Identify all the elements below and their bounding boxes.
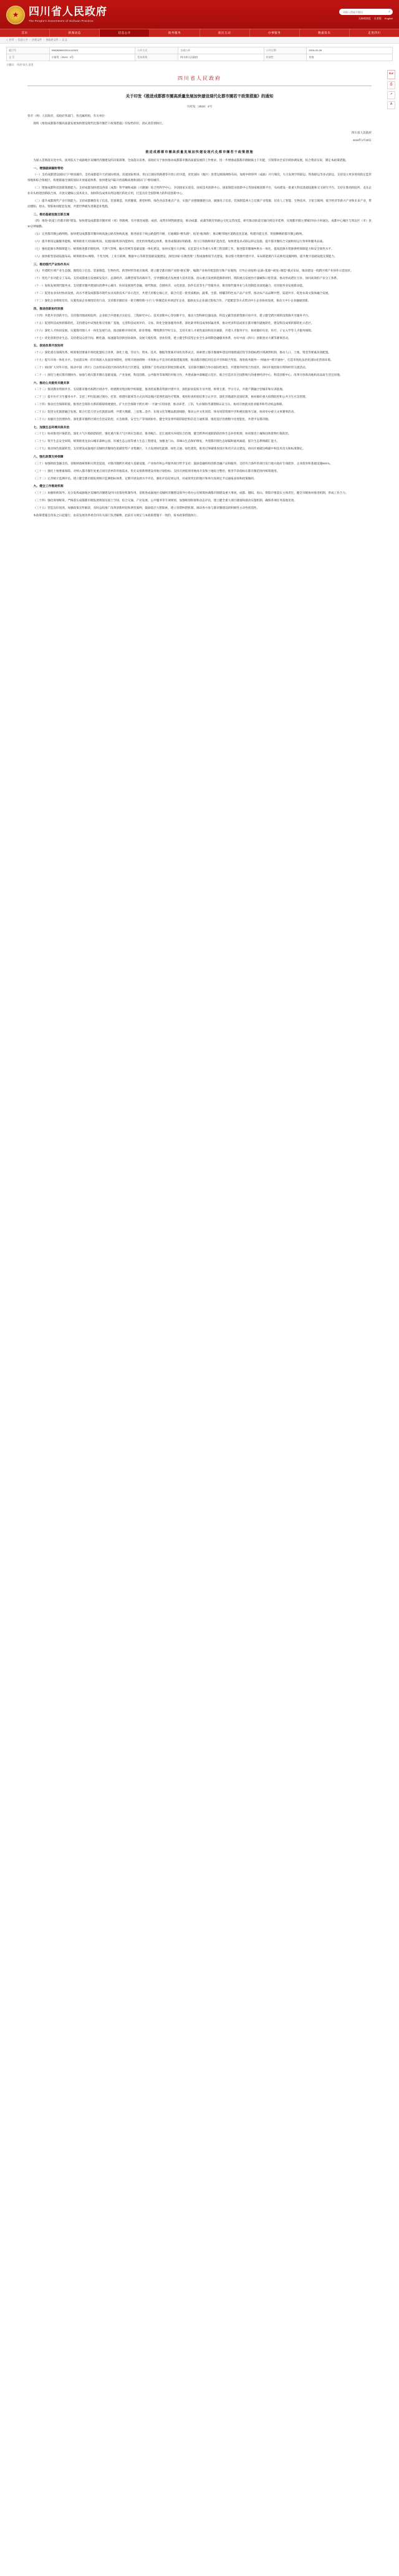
document-recipients: 各市（州）人民政府，省政府各部门、各直属机构，有关单位： (27, 114, 108, 117)
meta-key-issuer: 发布机构 (135, 54, 178, 61)
header-link-english[interactable]: English (384, 17, 393, 21)
header-link-elder[interactable]: 长者版 (373, 17, 382, 21)
section-paragraph: （三十）加强财政金融支持。省级财政统筹相关资金渠道，对都市圈跨区域重大基础设施、产业协作和公共服务项目给予支持；鼓励金融机构创新金融产品和服务，支持符合条件的项目发行地方政府专项债券、企业债券和基础设施REITs。 (33, 461, 333, 465)
attachment-title: 推进成都都市圈高质量发展加快建设现代化都市圈若干政策措施 (145, 150, 254, 154)
meta-key-index: 索引号 (7, 47, 50, 54)
section-heading: 四、推进创新协同发展 (33, 308, 64, 311)
section-paragraph: （二十五）促进文化旅游融合发展。联合打造天府文化旅游品牌，共建大熊猫、三星堆—金沙、东坡文化等精品旅游线路，推动公共文化场馆、体育场馆资源共享和惠民服务互通，协同举办重大文体赛事活动。 (33, 410, 297, 413)
section-paragraph: （二十一）深化与重庆都市圈协作。加强与重庆都市圈在基础设施、产业发展、科技创新、公共服务等领域的对接合作，共建成渝中部崛起示范区，联合打造具有全国影响力的重要经济中心、科技创新中心、改革开放新高地和高品质生活宜居地。 (33, 373, 343, 376)
section-paragraph: （三十二）完善统计监测评估。建立健全都市圈发展统计监测指标体系，定期开展发展水平评估，强化评估结果运用，对成效突出的地区和单位按规定予以通报表扬和政策倾斜。 (33, 476, 257, 480)
meta-key-validity: 有效性 (264, 54, 307, 61)
main-nav (0, 29, 399, 37)
document-signature: 四川省人民政府 (351, 130, 372, 134)
nav-item-home[interactable]: 首页 (0, 29, 50, 37)
nav-item-news[interactable]: 新闻动态 (50, 29, 100, 37)
meta-keywords-value: 经济 综合 意见 (17, 63, 34, 67)
section-heading: 六、推动公共服务共建共享 (33, 381, 70, 385)
section-paragraph: （十九）提升市场一体化水平。全面落实统一的市场准入负面清单制度，持续开展妨碍统一市场和公平竞争的政策措施清理，推动都市圈信用信息共享和联合奖惩，推进政务服务“一网通办”“跨市通办”，打造市场化法治化国际化营商环境。 (33, 358, 334, 361)
site-title-en: The People's Government of Sichuan Province (29, 19, 94, 23)
document-number: 川府发〔2024〕4号 (186, 104, 213, 108)
section-paragraph: （九）共建跨区域产业生态圈。围绕电子信息、装备制造、生物医药、新型材料等重点领域，建立健全都市圈产业链“链长制”，编制产业协作配套指引和产业地图，引导企业按照“总部+基地”“研发+制造”模式布局，推动建设一批跨区域产业协作示范园区。 (33, 269, 353, 273)
section-paragraph: （二）增强成都科技创新策源能力。支持成都加快建设西部（成都）科学城和成渝（兴隆湖）综合性科学中心，争创国家实验室、国家技术创新中心、国家制造业创新中心等国家级创新平台，布局建设一批重大科技基础设施和交叉研究平台，支持在蓉高校院所、龙头企业牵头组建创新联合体，开展关键核心技术攻关，加快科技成果向周边地区转化应用，打造具有全国影响力的科技创新中心。 (27, 186, 372, 195)
breadcrumb-item-disclosure[interactable]: 信息公开 (17, 37, 28, 41)
nav-item-data[interactable]: 数据发布 (300, 29, 350, 37)
section-heading: 九、健全工作推进机制 (33, 485, 64, 489)
site-title-cn: 四川省人民政府 (29, 6, 107, 18)
section-paragraph: （三十一）强化土地要素保障。对纳入都市圈年度重点项目清单的用地需求，优先安排新增建设用地计划指标；支持开展低效用地再开发和土地综合整治，推进节余指标在都市圈范围内统筹使用。 (33, 469, 280, 473)
section-paragraph: （三十五）营造良好氛围。加强政策宣传解读，及时总结推广改革创新经验和典型案例，鼓励基层大胆探索，建立容错纠错机制，调动各方参与都市圈建设的积极性主动性创造性。 (33, 506, 260, 509)
nav-item-disclosure[interactable]: 信息公开 (100, 29, 150, 37)
pdf-icon[interactable]: PDF (387, 70, 395, 79)
meta-value-disclosure-type: 主动公开 (178, 47, 264, 54)
meta-key-disclosure-type: 公开方式 (135, 47, 178, 54)
breadcrumb-separator: > (43, 37, 45, 41)
header-link-accessibility[interactable]: 无障碍浏览 (358, 17, 371, 21)
page-title: 四川省人民政府 (178, 75, 221, 81)
nav-item-gov-service[interactable]: 政务服务 (150, 29, 200, 37)
document-tools (387, 70, 395, 109)
site-search[interactable] (339, 9, 393, 15)
site-header (0, 0, 399, 29)
breadcrumb-separator: > (15, 37, 17, 41)
document-tail-space (27, 521, 372, 524)
nav-item-affairs[interactable]: 办事服务 (250, 29, 300, 37)
section-paragraph: （十二）促进农业农村协同发展。高水平建设成都都市现代农业高新技术产业示范区，共建天府粮仓核心区，联合打造一批优质粮油、蔬菜、生猪、柑橘等特色农产品产业带，推动农产品品牌共塑、渠道共享，促进农商文旅体融合发展。 (33, 291, 331, 295)
document-preamble: 为深入贯彻落实党中央、国务院关于成渝地区双城经济圈建设的决策部署，全面落实省委、省政府关于加快推动成都都市圈高质量发展的工作要求，进一步增强成都都市圈极核主干功能，引领带动全省区域协调发展，结合我省实际，制定本政策措施。 (33, 158, 349, 162)
breadcrumb (0, 37, 399, 44)
table-row (7, 47, 393, 54)
section-paragraph: （十三）强化企业梯度培育。实施优质企业梯度培育行动，支持都市圈培育一批专精特新“小巨人”和制造业单项冠军企业，鼓励龙头企业通过股权合作、产能配套等方式带动中小企业协同发展，推动大中小企业融通创新。 (33, 299, 311, 303)
meta-value-index: 008282882/2024-00023 (49, 47, 135, 54)
document-body (0, 67, 399, 537)
print-icon[interactable]: ⎙ (387, 81, 395, 89)
section-paragraph: （二十四）推动社会保障衔接。推进社会保险关系转移接续便捷化，扩大社会保障卡跨区域“一卡通”应用场景，推动养老、工伤、失业保险待遇资格认证互认，协同开展就业创业服务和劳动权益保障。 (33, 403, 285, 406)
section-paragraph: （三十三）加强组织领导。充分发挥成渝地区双城经济圈建设四川省推进机制作用，省推进成渝地区双城经济圈建设领导小组办公室统筹协调都市圈建设重大事项，成都、德阳、眉山、资阳市要落实主体责任，健全市级协同推进机制，形成工作合力。 (33, 491, 349, 494)
meta-key-publish-date: 公开日期 (264, 47, 307, 54)
section-paragraph: （三）提升成都现代产业引领能力。支持成都聚焦电子信息、装备制造、医药健康、新型材料、绿色食品等重点产业，实施产业建圈强链行动，做强电子信息、装备制造两大万亿级产业集群，培育人工智能、生物技术、卫星互联网、低空经济等新兴产业和未来产业，带动德阳、眉山、资阳协同配套发展，共建世界级先进制造业集群。 (27, 199, 372, 208)
search-icon[interactable]: ⌕ (388, 9, 390, 14)
section-paragraph: （十八）深化重点领域改革。统筹推进要素市场化配置综合改革，深化土地、劳动力、资本、技术、数据等要素市场化改革试点，探索建立都市圈城乡建设用地增减挂钩节余指标跨区域调剂机制，推动人口、土地、资金等要素高效配置。 (33, 350, 331, 354)
section-paragraph: （二十六）加强社会治理协作。深化都市圈跨区域社会治安防控、应急救援、安全生产等领域协作，健全突发事件联防联控和信息互通机制，推进基层治理数字化智能化，共建平安都市圈。 (33, 417, 271, 421)
meta-keywords-label: 主题词： (6, 63, 16, 67)
section-heading: 八、强化政策支持保障 (33, 456, 64, 459)
search-input[interactable] (342, 10, 388, 14)
breadcrumb-item-provincial[interactable]: 省政府文件 (46, 37, 59, 41)
meta-value-validity: 有效 (307, 54, 393, 61)
section-heading: 三、推动现代产业协作共兴 (33, 263, 70, 267)
document-meta (0, 44, 399, 67)
section-paragraph: （三十四）强化规划统筹。严格落实成都都市圈发展规划及国土空间、综合交通、产业发展、公共服务等专项规划，加强规划衔接和动态评估，建立健全重大项目储备和滚动实施机制，确保各项任务落地见效。 (33, 498, 297, 502)
document-subject: 关于印发《推进成都都市圈高质量发展加快建设现代化都市圈若干政策措施》的通知 (125, 94, 274, 99)
site-brand[interactable] (6, 6, 107, 24)
national-emblem-icon (6, 6, 25, 24)
section-paragraph: （二十）协同扩大对外开放。推动中国（四川）自由贸易试验区协同改革先行区建设，复制推广自贸试验区制度创新成果，支持都市圈联合举办国际性展会，共建境外经贸合作园区，协同开展招商引资和经贸交流活动。 (33, 365, 309, 369)
breadcrumb-item-home[interactable]: 首页 (9, 37, 14, 41)
meta-value-issuer: 四川省人民政府 (178, 54, 264, 61)
nav-item-about[interactable]: 走进四川 (368, 31, 381, 35)
section-paragraph: （二十三）提升医疗卫生服务水平。支持三甲医院通过领办、托管、组建医联体等方式向周边地区延伸优质医疗资源，推进检查检验结果互认共享，深化异地就医直接结算，协同做好重大疫情防控和公共卫生应急管理。 (33, 395, 309, 399)
section-paragraph: （四）推进“轨道上的都市圈”建设。加快建设成都都市圈市域（郊）铁路网，有序推进成德、成眉、成资市域铁路建设，推动成灌、成蒲等既有铁路公交化运营改造，研究推动轨道交通向周边市延伸，实现都市圈主要城市间1小时通达、成都中心城区与周边区（市）县30分钟通勤。 (27, 219, 372, 228)
section-paragraph: （二十七）协同推进污染防治。深化大气污染联防联控，强化重污染天气区域应急联动，推进岷江、沱江流域水环境综合治理，健全跨界河流联防联治和生态补偿机制，协同推进土壤和固体废物污染防治。 (33, 432, 291, 436)
section-paragraph: （十五）促进科技成果转移转化。支持建设中试熟化和应用推广基地，完善科技成果评价、交易、转化全链条服务体系，深化职务科技成果权属改革，推动更多科技成果在都市圈内就地转化，建设科技成果转移转化示范区。 (33, 321, 314, 325)
font-size-icon[interactable]: A (387, 101, 395, 109)
section-paragraph: （十七）优化创新创业生态。支持建设众创空间、孵化器、加速器等创新创业载体，发展天使投资、创业投资，建立健全科技型企业全生命周期金融服务体系，办好中国（四川）创新创业大赛等赛事活动。 (33, 336, 291, 340)
section-paragraph: （十一）加快发展现代服务业。支持都市圈共建国际消费中心城市，协同发展现代金融、现代物流、会展经济、文化创意、软件信息等生产性服务业，推进现代服务业与先进制造业深度融合，培育服务业发展新动能。 (33, 284, 305, 288)
section-heading: 二、推动基础设施互联互通 (33, 213, 70, 217)
table-row (7, 54, 393, 61)
breadcrumb-separator: > (29, 37, 31, 41)
section-paragraph: 本政策措施自印发之日起施行，由省发展改革委会同有关部门负责解释。此前有关规定与本政策措施不一致的，按本政策措施执行。 (33, 513, 200, 517)
breadcrumb-item-current: 正文 (62, 37, 67, 41)
section-paragraph: （二十九）推动绿色低碳转型。支持建设成渝地区双城经济圈绿色低碳优势产业集聚区，大力发展绿色能源、绿色交通、绿色建筑，推进近零碳排放园区和社区试点建设，协同开展碳达峰碳中和技术攻关和标准制定。 (33, 447, 305, 451)
section-paragraph: （六）提升枢纽运输服务能级。统筹推进天府国际机场、双流国际机场功能协同，优化机场集疏运体系，推进成都国际铁路港、青白江铁路枢纽扩能改造，加快建设多式联运转运设施，提升都市圈综合交通枢纽运行效率和服务品质。 (33, 240, 325, 243)
section-heading: 七、加强生态环境共保共治 (33, 426, 70, 429)
breadcrumb-separator: > (59, 37, 61, 41)
share-icon[interactable]: ↗ (387, 91, 395, 99)
meta-key-doc-number: 文 号 (7, 54, 50, 61)
nav-item-interaction[interactable]: 政民互动 (200, 29, 250, 37)
section-paragraph: （七）强化能源水利保障能力。统筹推进都市圈电网、天然气管网、输水管网等基础设施一体化建设，加快实施引大济岷、长征渠引水等重大水利工程前期工作，推进都市圈城乡供水一体化，提高能源水资源供给保障能力和安全韧性水平。 (33, 247, 334, 251)
section-paragraph: （十六）深化人才协同发展。实施都市圈人才一体化发展行动，推动职称评审结果、职业资格、继续教育学时互认，支持开展人才柔性流动和双向兼职，共建人才服务平台，协同做好住房、医疗、子女入学等人才服务保障。 (33, 328, 314, 332)
section-paragraph: （五）完善都市圈公路网络。加快建设成都都市圈环线高速公路及射线高速，推进国省干线公路提档升级，打通城际“断头路”、拓宽“瓶颈路”，推动毗邻地区道路直连直通，构建功能完善、衔接顺畅的都市圈公路网。 (33, 232, 305, 236)
home-icon[interactable]: ⌂ (6, 37, 8, 41)
document-intro: 现将《推进成都都市圈高质量发展加快建设现代化都市圈若干政策措施》印发给你们，请认真贯彻执行。 (33, 121, 165, 125)
section-paragraph: （二十八）筑牢生态安全屏障。统筹推进龙泉山城市森林公园、环城生态公园等重大生态工程建设，加强龙门山、邛崃山生态保护修复，共建都市圈生态绿隔和通风廊道，提升生态系统碳汇能力。 (33, 439, 280, 443)
section-heading: 一、增强极核辐射带动 (33, 167, 64, 170)
document-sign-date: 2024年2月28日 (353, 138, 372, 142)
meta-value-doc-number: 川府发〔2024〕4号 (49, 54, 135, 61)
section-paragraph: （十四）共建共享创新平台。支持都市圈高校院所、企业联合共建重点实验室、工程研究中心、技术创新中心等创新平台，推动大型科研仪器设备、科技文献等创新资源开放共享，建立健全跨区域科技资源共享服务平台。 (33, 313, 311, 317)
section-paragraph: （一）支持成都建设国际门户枢纽城市。支持成都提升天府国际机场、双流国际机场、青白江国际铁路港等开放口岸功能，优化国际（地区）客货运航线网络布局，加密中欧班列（成渝）开行频次，大力发展空铁联运、铁海联运等多式联运，支持设立更多进境指定监管场地和综合保税区，构建联通全球的国际开放通道体系，加快建设内陆开放战略高地和国际门户枢纽城市。 (27, 173, 372, 182)
breadcrumb-item-laws[interactable]: 法规文件 (32, 37, 42, 41)
meta-value-publish-date: 2024-02-28 (307, 47, 393, 54)
section-heading: 五、促进改革开放协同 (33, 345, 64, 348)
section-paragraph: （八）加快新型基础设施布局。统筹推进5G网络、千兆光网、工业互联网、数据中心等新型基础设施建设，深化国家“东数西算”工程成渝枢纽节点建设，推动算力资源共建共享，布局新能源汽车充换电设施网络，提升数字基础设施支撑能力。 (33, 255, 337, 258)
section-paragraph: （十）优化产业功能分工布局。支持成都重点发展研发设计、总部经济、品牌营销等高端环节，引导德阳重点发展重大技术装备、眉山重点发展新能源新材料、资阳重点发展医疗器械和口腔装备，推动形成错位互补、协同高效的产业分工体系。 (33, 277, 340, 280)
section-paragraph: （二十二）推进教育资源共享。支持都市圈名校跨区域办学、组建教育集团和学校联盟，推进优质教育资源共建共享，深化职业院校专业共建、师资互派、学分互认，共建产教融合型城市和实训基地。 (33, 388, 286, 391)
